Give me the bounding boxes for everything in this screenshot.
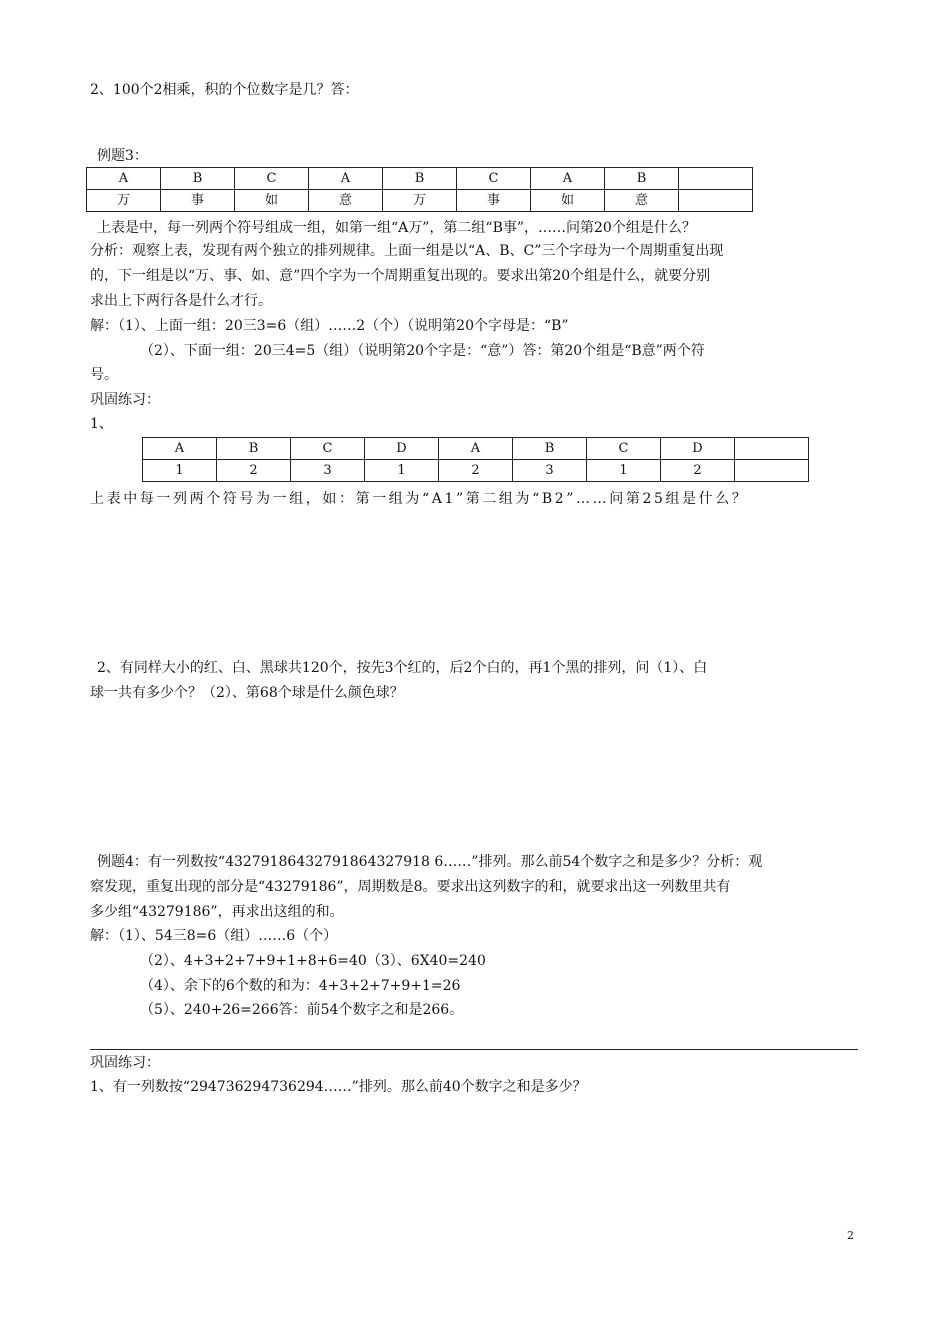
table-cell: C <box>587 438 661 460</box>
practice-1-question-1: 上表中每一列两个符号为一组，如：第一组为“A1”第二组为“B2”……问第25组是什么？ <box>90 491 749 507</box>
table-cell: 2 <box>439 460 513 482</box>
table-cell <box>679 190 753 212</box>
table-cell: 万 <box>87 190 161 212</box>
table-cell <box>735 460 809 482</box>
example-4-line-1: 例题4：有一列数按“43279186432791864327918 6……”排列。那么前54个数字之和是多少？分析：观 <box>97 854 763 870</box>
table-cell: B <box>217 438 291 460</box>
table-cell: 3 <box>291 460 365 482</box>
table-row <box>143 438 809 460</box>
table-row <box>143 460 809 482</box>
divider <box>90 1049 858 1050</box>
practice-1-number: 1、 <box>90 416 113 432</box>
example-4-solution-2: （2）、4+3+2+7+9+1+8+6=40（3）、6X40=240 <box>140 953 486 969</box>
example-4-solution-3: （4）、余下的6个数的和为：4+3+2+7+9+1=26 <box>140 978 461 994</box>
table-cell: 2 <box>661 460 735 482</box>
practice-1-question-2-line-1: 2、有同样大小的红、白、黑球共120个，按先3个红的，后2个白的，再1个黑的排列，问（1）、白 <box>97 660 708 676</box>
table-cell: A <box>143 438 217 460</box>
table-cell: C <box>235 168 309 190</box>
practice-2-question-1: 1、有一列数按“294736294736294……”排列。那么前40个数字之和是多少？ <box>90 1079 587 1095</box>
table-cell: 意 <box>605 190 679 212</box>
table-cell: 事 <box>457 190 531 212</box>
practice-1-heading: 巩固练习： <box>90 392 160 408</box>
example-3-solution-1: 解：（1）、上面一组：20三3=6（组）……2（个）（说明第20个字母是：“B” <box>90 318 569 334</box>
example-4-line-2: 察发现，重复出现的部分是“43279186”，周期数是8。要求出这列数字的和，就要求出这一列数里共有 <box>90 879 731 895</box>
example-3-table <box>86 167 753 212</box>
table-cell: 意 <box>309 190 383 212</box>
table-cell: A <box>87 168 161 190</box>
table-cell: A <box>439 438 513 460</box>
table-cell: 2 <box>217 460 291 482</box>
table-cell: 如 <box>235 190 309 212</box>
example-4-solution-1: 解：（1）、54三8=6（组）……6（个） <box>90 928 338 944</box>
table-cell: C <box>291 438 365 460</box>
example-3-heading: 例题3： <box>97 148 148 164</box>
example-4-line-3: 多少组“43279186”，再求出这组的和。 <box>90 904 344 920</box>
practice-1-table <box>142 437 809 482</box>
table-row <box>87 168 753 190</box>
example-3-analysis-1: 分析：观察上表，发现有两个独立的排列规律。上面一组是以“A、B、C”三个字母为一个周期重复出现 <box>90 243 724 259</box>
table-cell: 3 <box>513 460 587 482</box>
practice-2-heading: 巩固练习： <box>90 1055 160 1071</box>
table-cell: C <box>457 168 531 190</box>
practice-1-question-2-line-2: 球一共有多少个？（2）、第68个球是什么颜色球？ <box>90 685 404 701</box>
page-number: 2 <box>847 1229 854 1242</box>
table-cell: 万 <box>383 190 457 212</box>
table-cell <box>735 438 809 460</box>
table-cell: B <box>605 168 679 190</box>
table-cell: 如 <box>531 190 605 212</box>
table-cell <box>679 168 753 190</box>
table-cell: 1 <box>143 460 217 482</box>
question-2: 2、100个2相乘，积的个位数字是几？答： <box>90 82 359 98</box>
example-3-solution-2: （2）、下面一组：20三4=5（组）（说明第20个字是：“意”）答：第20个组是“B意”两个符 <box>140 343 705 359</box>
table-cell: D <box>365 438 439 460</box>
table-row <box>87 190 753 212</box>
example-3-analysis-3: 求出上下两行各是什么才行。 <box>90 293 272 309</box>
table-cell: B <box>161 168 235 190</box>
example-3-solution-2-cont: 号。 <box>90 367 118 383</box>
table-cell: A <box>531 168 605 190</box>
example-4-solution-4: （5）、240+26=266答：前54个数字之和是266。 <box>140 1002 464 1018</box>
example-3-analysis-2: 的，下一组是以“万、事、如、意”四个字为一个周期重复出现的。要求出第20个组是什么，就要分别 <box>90 268 711 284</box>
table-cell: B <box>383 168 457 190</box>
table-cell: 1 <box>587 460 661 482</box>
table-cell: 事 <box>161 190 235 212</box>
table-cell: B <box>513 438 587 460</box>
table-cell: 1 <box>365 460 439 482</box>
table-cell: A <box>309 168 383 190</box>
table-cell: D <box>661 438 735 460</box>
example-3-question: 上表是中，每一列两个符号组成一组，如第一组“A万”，第二组“B事”，……问第20个组是什么？ <box>97 220 696 236</box>
